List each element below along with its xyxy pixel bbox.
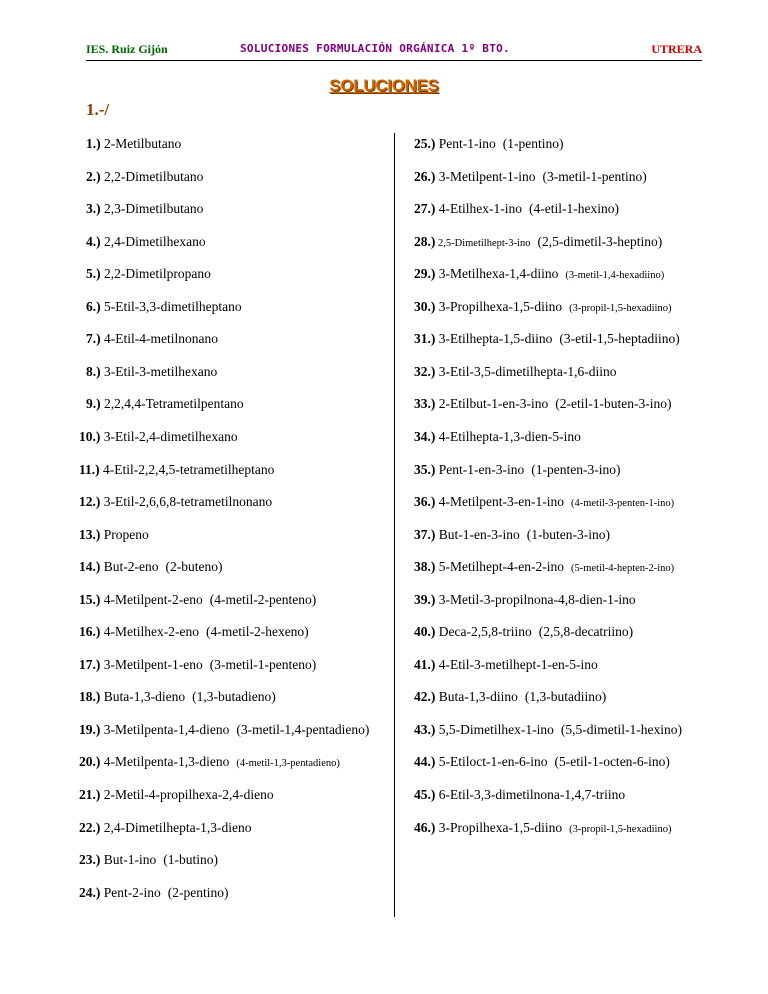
answer-number: 16.)	[79, 624, 101, 640]
traditional-name: (1-penten-3-ino)	[531, 461, 621, 477]
answer-number: 13.)	[79, 526, 101, 542]
iupac-name: Pent-1-en-3-ino	[435, 461, 525, 477]
answer-number: 36.)	[414, 494, 436, 510]
answer-item	[414, 720, 682, 740]
answer-item	[414, 460, 620, 480]
iupac-name: 2,2-Dimetilpropano	[100, 266, 211, 282]
answer-item	[414, 167, 647, 187]
answer-number: 1.)	[86, 136, 101, 151]
answer-number: 18.)	[79, 689, 101, 705]
answer-item	[414, 818, 671, 838]
answer-number: 15.)	[79, 591, 101, 607]
answer-item	[86, 329, 218, 349]
answer-number: 30.)	[414, 298, 436, 314]
iupac-name: But-1-en-3-ino	[435, 526, 520, 542]
answer-item	[414, 655, 598, 675]
answer-item	[79, 655, 316, 675]
iupac-name: 4-Metilpenta-1,3-dieno	[100, 754, 230, 770]
traditional-name: (2-buteno)	[165, 559, 223, 575]
school-name: IES. Ruiz Gijón	[86, 42, 168, 56]
answer-number: 4.)	[86, 233, 101, 249]
answer-item	[79, 427, 238, 447]
answer-item	[414, 394, 671, 414]
iupac-name: 4-Etilhex-1-ino	[435, 201, 522, 217]
answer-number: 25.)	[414, 136, 436, 151]
answer-number: 19.)	[79, 721, 101, 737]
traditional-name: (1-pentino)	[502, 136, 564, 151]
answer-number: 35.)	[414, 461, 436, 477]
answer-number: 32.)	[414, 363, 436, 379]
traditional-name: (1,3-butadiino)	[524, 689, 607, 705]
answer-number: 22.)	[79, 819, 101, 835]
traditional-name: (3-propil-1,5-hexadiino)	[569, 823, 672, 835]
traditional-name: (2-pentino)	[167, 884, 229, 900]
traditional-name: (4-metil-2-hexeno)	[205, 624, 309, 640]
answer-item	[414, 329, 680, 349]
traditional-name: (1-butino)	[163, 852, 218, 868]
answer-number: 31.)	[414, 331, 436, 347]
traditional-name: (3-etil-1,5-heptadiino)	[559, 331, 680, 347]
answer-item	[79, 622, 309, 642]
iupac-name: 3-Etil-2,6,6,8-tetrametilnonano	[100, 494, 273, 510]
iupac-name: Buta-1,3-diino	[435, 689, 518, 705]
traditional-name: (4-metil-2-penteno)	[209, 591, 317, 607]
iupac-name: But-2-eno	[100, 559, 159, 575]
iupac-name: 4-Etil-4-metilnonano	[100, 331, 218, 347]
answer-item	[414, 232, 662, 252]
answer-item	[414, 590, 636, 610]
answer-number: 7.)	[86, 331, 101, 347]
answer-number: 45.)	[414, 787, 436, 802]
answer-number: 43.)	[414, 721, 436, 737]
page-title: SOLUCIONES	[329, 76, 439, 95]
answer-number: 2.)	[86, 168, 101, 184]
traditional-name: (3-metil-1,4-hexadiino)	[565, 270, 665, 282]
answer-item	[414, 752, 670, 772]
answer-number: 8.)	[86, 363, 101, 379]
answer-number: 12.)	[79, 494, 101, 510]
answer-number: 34.)	[414, 428, 436, 444]
iupac-name: 2,4-Dimetilhepta-1,3-dieno	[100, 819, 252, 835]
answer-item	[86, 264, 211, 284]
traditional-name: (2,5-dimetil-3-heptino)	[537, 233, 663, 249]
iupac-name: 2,2,4,4-Tetrametilpentano	[100, 396, 244, 412]
answer-number: 27.)	[414, 201, 436, 217]
iupac-name: 3-Propilhexa-1,5-diino	[435, 819, 563, 835]
answer-item	[79, 557, 222, 577]
section-number: 1.-/	[86, 100, 110, 119]
traditional-name: (2,5,8-decatriino)	[538, 624, 634, 640]
answer-number: 41.)	[414, 656, 436, 672]
answer-item	[414, 297, 671, 317]
iupac-name: 2-Metilbutano	[100, 136, 182, 151]
iupac-name: Pent-2-ino	[100, 884, 161, 900]
traditional-name: (1-buten-3-ino)	[526, 526, 610, 542]
column-divider	[394, 133, 395, 917]
traditional-name: (5,5-dimetil-1-hexino)	[560, 721, 682, 737]
answer-number: 38.)	[414, 559, 436, 575]
iupac-name: 3-Metilpenta-1,4-dieno	[100, 721, 230, 737]
answer-item	[414, 492, 674, 512]
answer-number: 5.)	[86, 266, 101, 282]
answer-item	[414, 622, 633, 642]
iupac-name: 6-Etil-3,3-dimetilnona-1,4,7-triino	[435, 787, 626, 802]
answer-item	[79, 687, 276, 707]
answer-number: 37.)	[414, 526, 436, 542]
answer-item	[86, 232, 206, 252]
iupac-name: 2-Etilbut-1-en-3-ino	[435, 396, 549, 412]
traditional-name: (3-metil-1-pentino)	[542, 168, 647, 184]
iupac-name: 3-Etil-2,4-dimetilhexano	[100, 428, 238, 444]
answer-item	[414, 134, 563, 154]
answer-number: 17.)	[79, 656, 101, 672]
iupac-name: 5-Metilhept-4-en-2-ino	[435, 559, 564, 575]
answer-item	[79, 785, 274, 805]
traditional-name: (1,3-butadieno)	[192, 689, 276, 705]
iupac-name: But-1-ino	[100, 852, 157, 868]
traditional-name: (3-metil-1-penteno)	[209, 656, 317, 672]
town-name: UTRERA	[651, 42, 702, 56]
traditional-name: (4-etil-1-hexino)	[528, 201, 619, 217]
answer-number: 3.)	[86, 201, 101, 217]
answer-number: 42.)	[414, 689, 436, 705]
answer-number: 10.)	[79, 428, 101, 444]
page-header	[86, 42, 702, 61]
answer-number: 44.)	[414, 754, 436, 770]
iupac-name: 5,5-Dimetilhex-1-ino	[435, 721, 554, 737]
iupac-name: 5-Etiloct-1-en-6-ino	[435, 754, 548, 770]
iupac-name: Buta-1,3-dieno	[100, 689, 186, 705]
iupac-name: 3-Metil-3-propilnona-4,8-dien-1-ino	[435, 591, 636, 607]
iupac-name: 4-Metilpent-3-en-1-ino	[435, 494, 564, 510]
iupac-name: 4-Etil-2,2,4,5-tetrametilheptano	[99, 461, 275, 477]
answer-item	[414, 687, 606, 707]
iupac-name: 3-Metilpent-1-ino	[435, 168, 536, 184]
iupac-name: 3-Propilhexa-1,5-diino	[435, 298, 563, 314]
iupac-name: 3-Metilpent-1-eno	[100, 656, 203, 672]
iupac-name: 4-Metilpent-2-eno	[100, 591, 203, 607]
answer-item	[79, 590, 316, 610]
answer-item	[79, 883, 228, 903]
answer-item	[79, 460, 274, 480]
iupac-name: Pent-1-ino	[435, 136, 496, 151]
iupac-name: 2,3-Dimetilbutano	[100, 201, 204, 217]
answer-number: 20.)	[79, 754, 101, 770]
answer-item	[414, 264, 664, 284]
answer-item	[79, 850, 218, 870]
iupac-name: 3-Etil-3-metilhexano	[100, 363, 218, 379]
answer-number: 24.)	[79, 884, 101, 900]
answer-number: 14.)	[79, 559, 101, 575]
traditional-name: (3-propil-1,5-hexadiino)	[569, 302, 672, 314]
iupac-name: 3-Etilhepta-1,5-diino	[435, 331, 553, 347]
iupac-name: 4-Etil-3-metilhept-1-en-5-ino	[435, 656, 598, 672]
answer-number: 39.)	[414, 591, 436, 607]
iupac-name: Deca-2,5,8-triino	[435, 624, 532, 640]
answer-number: 11.)	[79, 461, 100, 477]
answer-item	[79, 752, 340, 772]
answer-number: 40.)	[414, 624, 436, 640]
traditional-name: (2-etil-1-buten-3-ino)	[555, 396, 672, 412]
answer-item	[414, 557, 674, 577]
answer-item	[86, 134, 181, 154]
answer-number: 23.)	[79, 852, 101, 868]
answer-item	[86, 167, 203, 187]
answer-item	[414, 362, 616, 382]
answer-item	[86, 394, 244, 414]
iupac-name: 3-Etil-3,5-dimetilhepta-1,6-diino	[435, 363, 617, 379]
traditional-name: (4-metil-3-penten-1-ino)	[570, 498, 675, 510]
answer-item	[86, 362, 217, 382]
iupac-name: 3-Metilhexa-1,4-diino	[435, 266, 559, 282]
answer-item	[414, 525, 610, 545]
answer-item	[414, 427, 581, 447]
answer-number: 9.)	[86, 396, 101, 412]
traditional-name: (3-metil-1,4-pentadieno)	[236, 721, 370, 737]
iupac-name: 4-Metilhex-2-eno	[100, 624, 199, 640]
iupac-name: 2,2-Dimetilbutano	[100, 168, 204, 184]
answer-item	[414, 199, 619, 219]
answer-number: 6.)	[86, 298, 101, 314]
answer-number: 28.)	[414, 233, 436, 249]
answer-item	[86, 199, 203, 219]
traditional-name: (4-metil-1,3-pentadieno)	[236, 758, 340, 770]
iupac-name: 2,4-Dimetilhexano	[100, 233, 206, 249]
answer-item	[79, 818, 251, 838]
iupac-name: Propeno	[100, 526, 149, 542]
answer-number: 26.)	[414, 168, 436, 184]
answer-number: 33.)	[414, 396, 436, 412]
answer-number: 21.)	[79, 787, 101, 802]
iupac-name: 2-Metil-4-propilhexa-2,4-dieno	[100, 787, 274, 802]
iupac-name: 2,5-Dimetilhept-3-ino	[435, 237, 531, 249]
answer-item	[79, 525, 149, 545]
answer-item	[86, 297, 242, 317]
answer-number: 46.)	[414, 819, 436, 835]
traditional-name: (5-metil-4-hepten-2-ino)	[570, 563, 675, 575]
iupac-name: 4-Etilhepta-1,3-dien-5-ino	[435, 428, 581, 444]
traditional-name: (5-etil-1-octen-6-ino)	[554, 754, 670, 770]
iupac-name: 5-Etil-3,3-dimetilheptano	[100, 298, 242, 314]
answer-item	[79, 492, 272, 512]
answer-item	[414, 785, 625, 805]
answer-number: 29.)	[414, 266, 436, 282]
document-subject: SOLUCIONES FORMULACIÓN ORGÁNICA 1º BTO.	[240, 42, 510, 55]
answer-item	[79, 720, 369, 740]
